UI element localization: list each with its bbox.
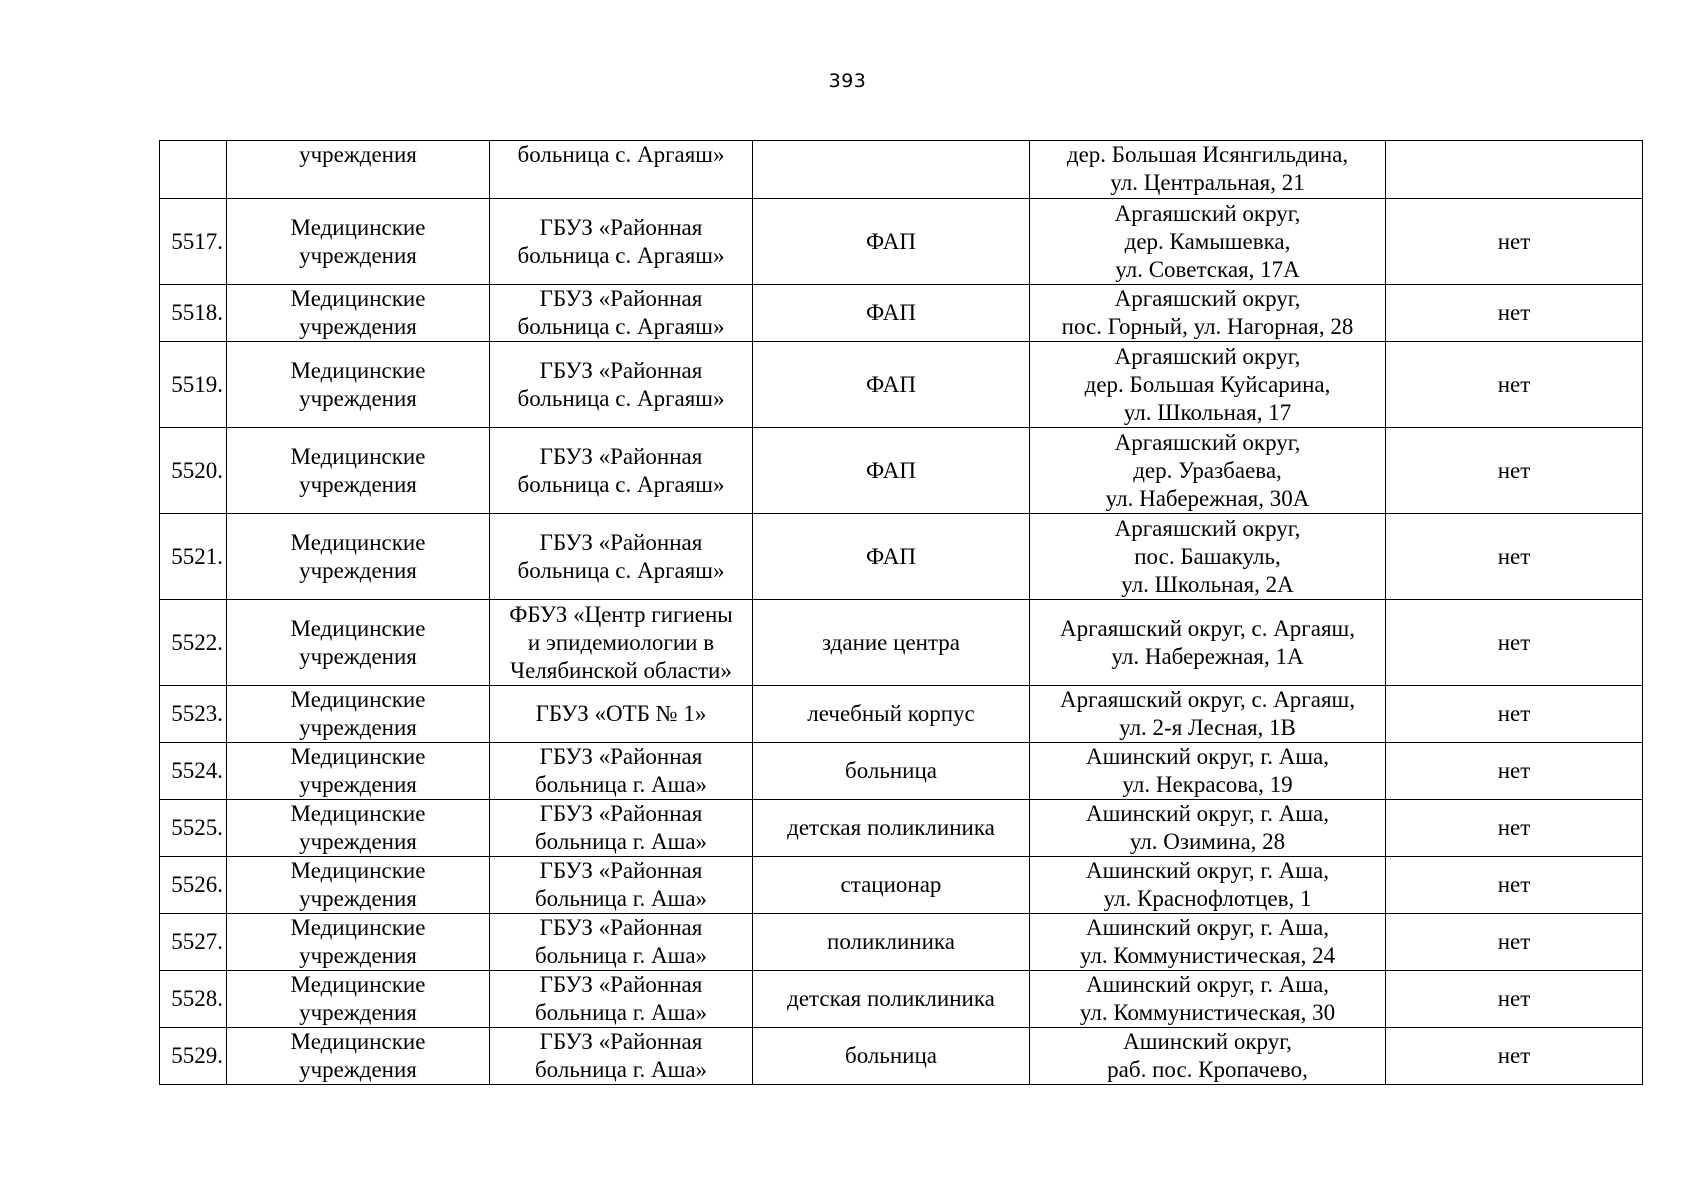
object-cell <box>753 600 1030 686</box>
table-row <box>160 857 1643 914</box>
organization-line: больница г. Аша» <box>534 1057 708 1082</box>
organization-cell <box>490 971 753 1028</box>
category-line: учреждения <box>299 643 417 669</box>
note-cell: нет <box>1386 600 1643 686</box>
category-line: Медицинские <box>290 972 426 997</box>
organization-cell <box>490 141 753 199</box>
organization-line: больница г. Аша» <box>534 772 708 797</box>
category-line: учреждения <box>299 886 417 911</box>
row-number-cell: 5528. <box>160 971 227 1028</box>
table-row <box>160 600 1643 686</box>
object-line: стационар <box>840 872 942 897</box>
note-cell: нет <box>1386 342 1643 428</box>
category-cell <box>227 971 490 1028</box>
object-line: больница <box>845 1043 937 1068</box>
row-number-cell: 5529. <box>160 1028 227 1085</box>
category-line: учреждения <box>299 1000 417 1025</box>
object-cell <box>753 686 1030 743</box>
address-line: ул. Набережная, 1А <box>1111 643 1304 669</box>
object-cell <box>753 857 1030 914</box>
category-cell <box>227 743 490 800</box>
object-cell <box>753 800 1030 857</box>
object-line: детская поликлиника <box>787 986 995 1011</box>
table-row <box>160 428 1643 514</box>
organization-line: больница с. Аргаяш» <box>517 557 725 583</box>
organization-line: ГБУЗ «Районная <box>539 801 703 826</box>
object-cell <box>753 514 1030 600</box>
object-cell <box>753 199 1030 285</box>
row-number-cell <box>160 141 227 199</box>
row-number-cell: 5524. <box>160 743 227 800</box>
table-row <box>160 514 1643 600</box>
table-row <box>160 141 1643 199</box>
address-cell <box>1030 514 1386 600</box>
address-cell <box>1030 914 1386 971</box>
organization-line: ГБУЗ «Районная <box>539 214 703 240</box>
address-line: ул. Озимина, 28 <box>1129 829 1286 854</box>
object-line: ФАП <box>866 543 916 569</box>
address-line: дер. Большая Исянгильдина, <box>1066 142 1349 167</box>
organization-line: ГБУЗ «Районная <box>539 357 703 383</box>
organization-line: Челябинской области» <box>510 657 732 683</box>
category-line: Медицинские <box>290 1029 426 1054</box>
organization-cell <box>490 1028 753 1085</box>
address-cell <box>1030 686 1386 743</box>
object-line: ФАП <box>866 228 916 254</box>
object-line: больница <box>845 758 937 783</box>
address-line: ул. Советская, 17А <box>1115 256 1300 282</box>
category-cell <box>227 141 490 199</box>
category-line: учреждения <box>299 715 417 740</box>
row-number-cell: 5527. <box>160 914 227 971</box>
category-cell <box>227 686 490 743</box>
organization-line: ГБУЗ «Районная <box>539 443 703 469</box>
address-cell <box>1030 800 1386 857</box>
organization-cell <box>490 800 753 857</box>
category-line: Медицинские <box>290 858 426 883</box>
category-cell <box>227 1028 490 1085</box>
table-row <box>160 199 1643 285</box>
organization-line: ГБУЗ «Районная <box>539 858 703 883</box>
organization-line: больница г. Аша» <box>534 943 708 968</box>
category-line: Медицинские <box>290 357 426 383</box>
address-cell <box>1030 428 1386 514</box>
category-line: Медицинские <box>290 286 426 311</box>
address-line: Ашинский округ, <box>1123 1029 1292 1054</box>
object-cell <box>753 428 1030 514</box>
category-cell <box>227 857 490 914</box>
address-line: Аргаяшский округ, <box>1114 286 1301 311</box>
category-cell <box>227 800 490 857</box>
category-cell <box>227 428 490 514</box>
category-line: Медицинские <box>290 214 426 240</box>
category-cell <box>227 285 490 342</box>
object-line: лечебный корпус <box>807 701 975 726</box>
address-line: Ашинский округ, г. Аша, <box>1085 915 1330 940</box>
registry-table-body <box>160 141 1643 1085</box>
object-cell <box>753 285 1030 342</box>
row-number-cell: 5522. <box>160 600 227 686</box>
row-number-cell: 5518. <box>160 285 227 342</box>
category-cell <box>227 199 490 285</box>
category-line: Медицинские <box>290 687 426 712</box>
note-cell <box>1386 141 1643 199</box>
organization-cell <box>490 600 753 686</box>
address-line: Ашинский округ, г. Аша, <box>1085 744 1330 769</box>
address-line: ул. Центральная, 21 <box>1110 170 1305 195</box>
row-number-cell: 5523. <box>160 686 227 743</box>
object-cell <box>753 971 1030 1028</box>
category-line: учреждения <box>299 1057 417 1082</box>
address-cell <box>1030 971 1386 1028</box>
organization-line: больница г. Аша» <box>534 886 708 911</box>
address-line: раб. пос. Кропачево, <box>1107 1057 1308 1082</box>
note-cell: нет <box>1386 971 1643 1028</box>
organization-cell <box>490 285 753 342</box>
organization-line: ГБУЗ «ОТБ № 1» <box>535 701 707 726</box>
category-line: Медицинские <box>290 915 426 940</box>
table-row <box>160 686 1643 743</box>
object-cell <box>753 914 1030 971</box>
organization-line: больница с. Аргаяш» <box>517 471 725 497</box>
table-row <box>160 971 1643 1028</box>
organization-line: больница с. Аргаяш» <box>517 385 725 411</box>
organization-line: больница г. Аша» <box>534 829 708 854</box>
organization-line: ГБУЗ «Районная <box>539 915 703 940</box>
category-cell <box>227 600 490 686</box>
row-number-cell: 5517. <box>160 199 227 285</box>
row-number-cell: 5526. <box>160 857 227 914</box>
organization-cell <box>490 342 753 428</box>
category-cell <box>227 342 490 428</box>
address-line: Ашинский округ, г. Аша, <box>1085 801 1330 826</box>
category-line: учреждения <box>299 385 417 411</box>
object-cell <box>753 743 1030 800</box>
address-line: Аргаяшский округ, <box>1114 515 1301 541</box>
organization-cell <box>490 514 753 600</box>
category-line: учреждения <box>299 557 417 583</box>
note-cell: нет <box>1386 914 1643 971</box>
category-line: Медицинские <box>290 744 426 769</box>
address-line: дер. Камышевка, <box>1124 228 1291 254</box>
note-cell: нет <box>1386 1028 1643 1085</box>
object-cell <box>753 141 1030 199</box>
organization-line: и эпидемиологии в <box>527 629 715 655</box>
organization-line: больница г. Аша» <box>534 1000 708 1025</box>
address-line: Аргаяшский округ, <box>1114 429 1301 455</box>
category-line: учреждения <box>299 471 417 497</box>
row-number-cell: 5525. <box>160 800 227 857</box>
address-cell <box>1030 743 1386 800</box>
address-line: ул. Краснофлотцев, 1 <box>1103 886 1312 911</box>
organization-line: больница с. Аргаяш» <box>517 314 725 339</box>
organization-cell <box>490 914 753 971</box>
organization-line: ГБУЗ «Районная <box>539 972 703 997</box>
note-cell: нет <box>1386 857 1643 914</box>
object-line: детская поликлиника <box>787 815 995 840</box>
address-line: ул. Коммунистическая, 24 <box>1079 943 1336 968</box>
object-line: здание центра <box>821 629 961 655</box>
address-line: Аргаяшский округ, <box>1114 343 1301 369</box>
organization-line: ГБУЗ «Районная <box>539 744 703 769</box>
organization-line: ГБУЗ «Районная <box>539 529 703 555</box>
category-line: учреждения <box>299 242 417 268</box>
organization-line: больница с. Аргаяш» <box>517 142 725 167</box>
address-cell <box>1030 857 1386 914</box>
organization-cell <box>490 428 753 514</box>
object-line: ФАП <box>866 457 916 483</box>
object-cell <box>753 342 1030 428</box>
note-cell: нет <box>1386 285 1643 342</box>
note-cell: нет <box>1386 686 1643 743</box>
organization-cell <box>490 199 753 285</box>
row-number-cell: 5520. <box>160 428 227 514</box>
address-line: ул. Некрасова, 19 <box>1122 772 1293 797</box>
object-line: ФАП <box>866 300 916 325</box>
address-line: Ашинский округ, г. Аша, <box>1085 972 1330 997</box>
category-cell <box>227 514 490 600</box>
address-cell <box>1030 342 1386 428</box>
object-cell <box>753 1028 1030 1085</box>
address-line: Аргаяшский округ, <box>1114 200 1301 226</box>
category-line: Медицинские <box>290 529 426 555</box>
category-line: Медицинские <box>290 443 426 469</box>
address-cell <box>1030 600 1386 686</box>
table-row <box>160 743 1643 800</box>
address-line: Ашинский округ, г. Аша, <box>1085 858 1330 883</box>
category-line: учреждения <box>299 772 417 797</box>
address-cell <box>1030 285 1386 342</box>
category-line: Медицинские <box>290 801 426 826</box>
object-line: поликлиника <box>827 929 955 954</box>
category-line: учреждения <box>299 142 417 167</box>
category-line: Медицинские <box>290 615 426 641</box>
object-line: ФАП <box>866 371 916 397</box>
address-line: ул. Школьная, 2А <box>1121 571 1294 597</box>
address-line: ул. 2-я Лесная, 1В <box>1119 715 1296 740</box>
organization-cell <box>490 743 753 800</box>
table-row <box>160 1028 1643 1085</box>
address-line: пос. Горный, ул. Нагорная, 28 <box>1061 314 1354 339</box>
note-cell: нет <box>1386 428 1643 514</box>
address-line: дер. Большая Куйсарина, <box>1084 371 1331 397</box>
row-number-cell: 5519. <box>160 342 227 428</box>
address-line: Аргаяшский округ, с. Аргаяш, <box>1059 687 1355 712</box>
row-number-cell: 5521. <box>160 514 227 600</box>
organization-line: ГБУЗ «Районная <box>539 1029 703 1054</box>
organization-line: ГБУЗ «Районная <box>539 286 703 311</box>
table-row <box>160 800 1643 857</box>
address-line: пос. Башакуль, <box>1134 543 1281 569</box>
note-cell: нет <box>1386 800 1643 857</box>
note-cell: нет <box>1386 514 1643 600</box>
organization-cell <box>490 686 753 743</box>
organization-cell <box>490 857 753 914</box>
address-cell <box>1030 141 1386 199</box>
registry-table <box>159 140 1643 1085</box>
address-line: ул. Коммунистическая, 30 <box>1079 1000 1336 1025</box>
note-cell: нет <box>1386 199 1643 285</box>
address-line: дер. Уразбаева, <box>1133 457 1282 483</box>
address-line: ул. Школьная, 17 <box>1123 399 1292 425</box>
organization-line: ФБУЗ «Центр гигиены <box>509 601 733 627</box>
table-row <box>160 285 1643 342</box>
table-row <box>160 914 1643 971</box>
page-number: 393 <box>828 70 867 92</box>
category-line: учреждения <box>299 314 417 339</box>
table-row <box>160 342 1643 428</box>
address-line: ул. Набережная, 30А <box>1105 485 1310 511</box>
address-line: Аргаяшский округ, с. Аргаяш, <box>1059 615 1355 641</box>
category-line: учреждения <box>299 943 417 968</box>
address-cell <box>1030 199 1386 285</box>
category-line: учреждения <box>299 829 417 854</box>
organization-line: больница с. Аргаяш» <box>517 242 725 268</box>
note-cell: нет <box>1386 743 1643 800</box>
category-cell <box>227 914 490 971</box>
address-cell <box>1030 1028 1386 1085</box>
